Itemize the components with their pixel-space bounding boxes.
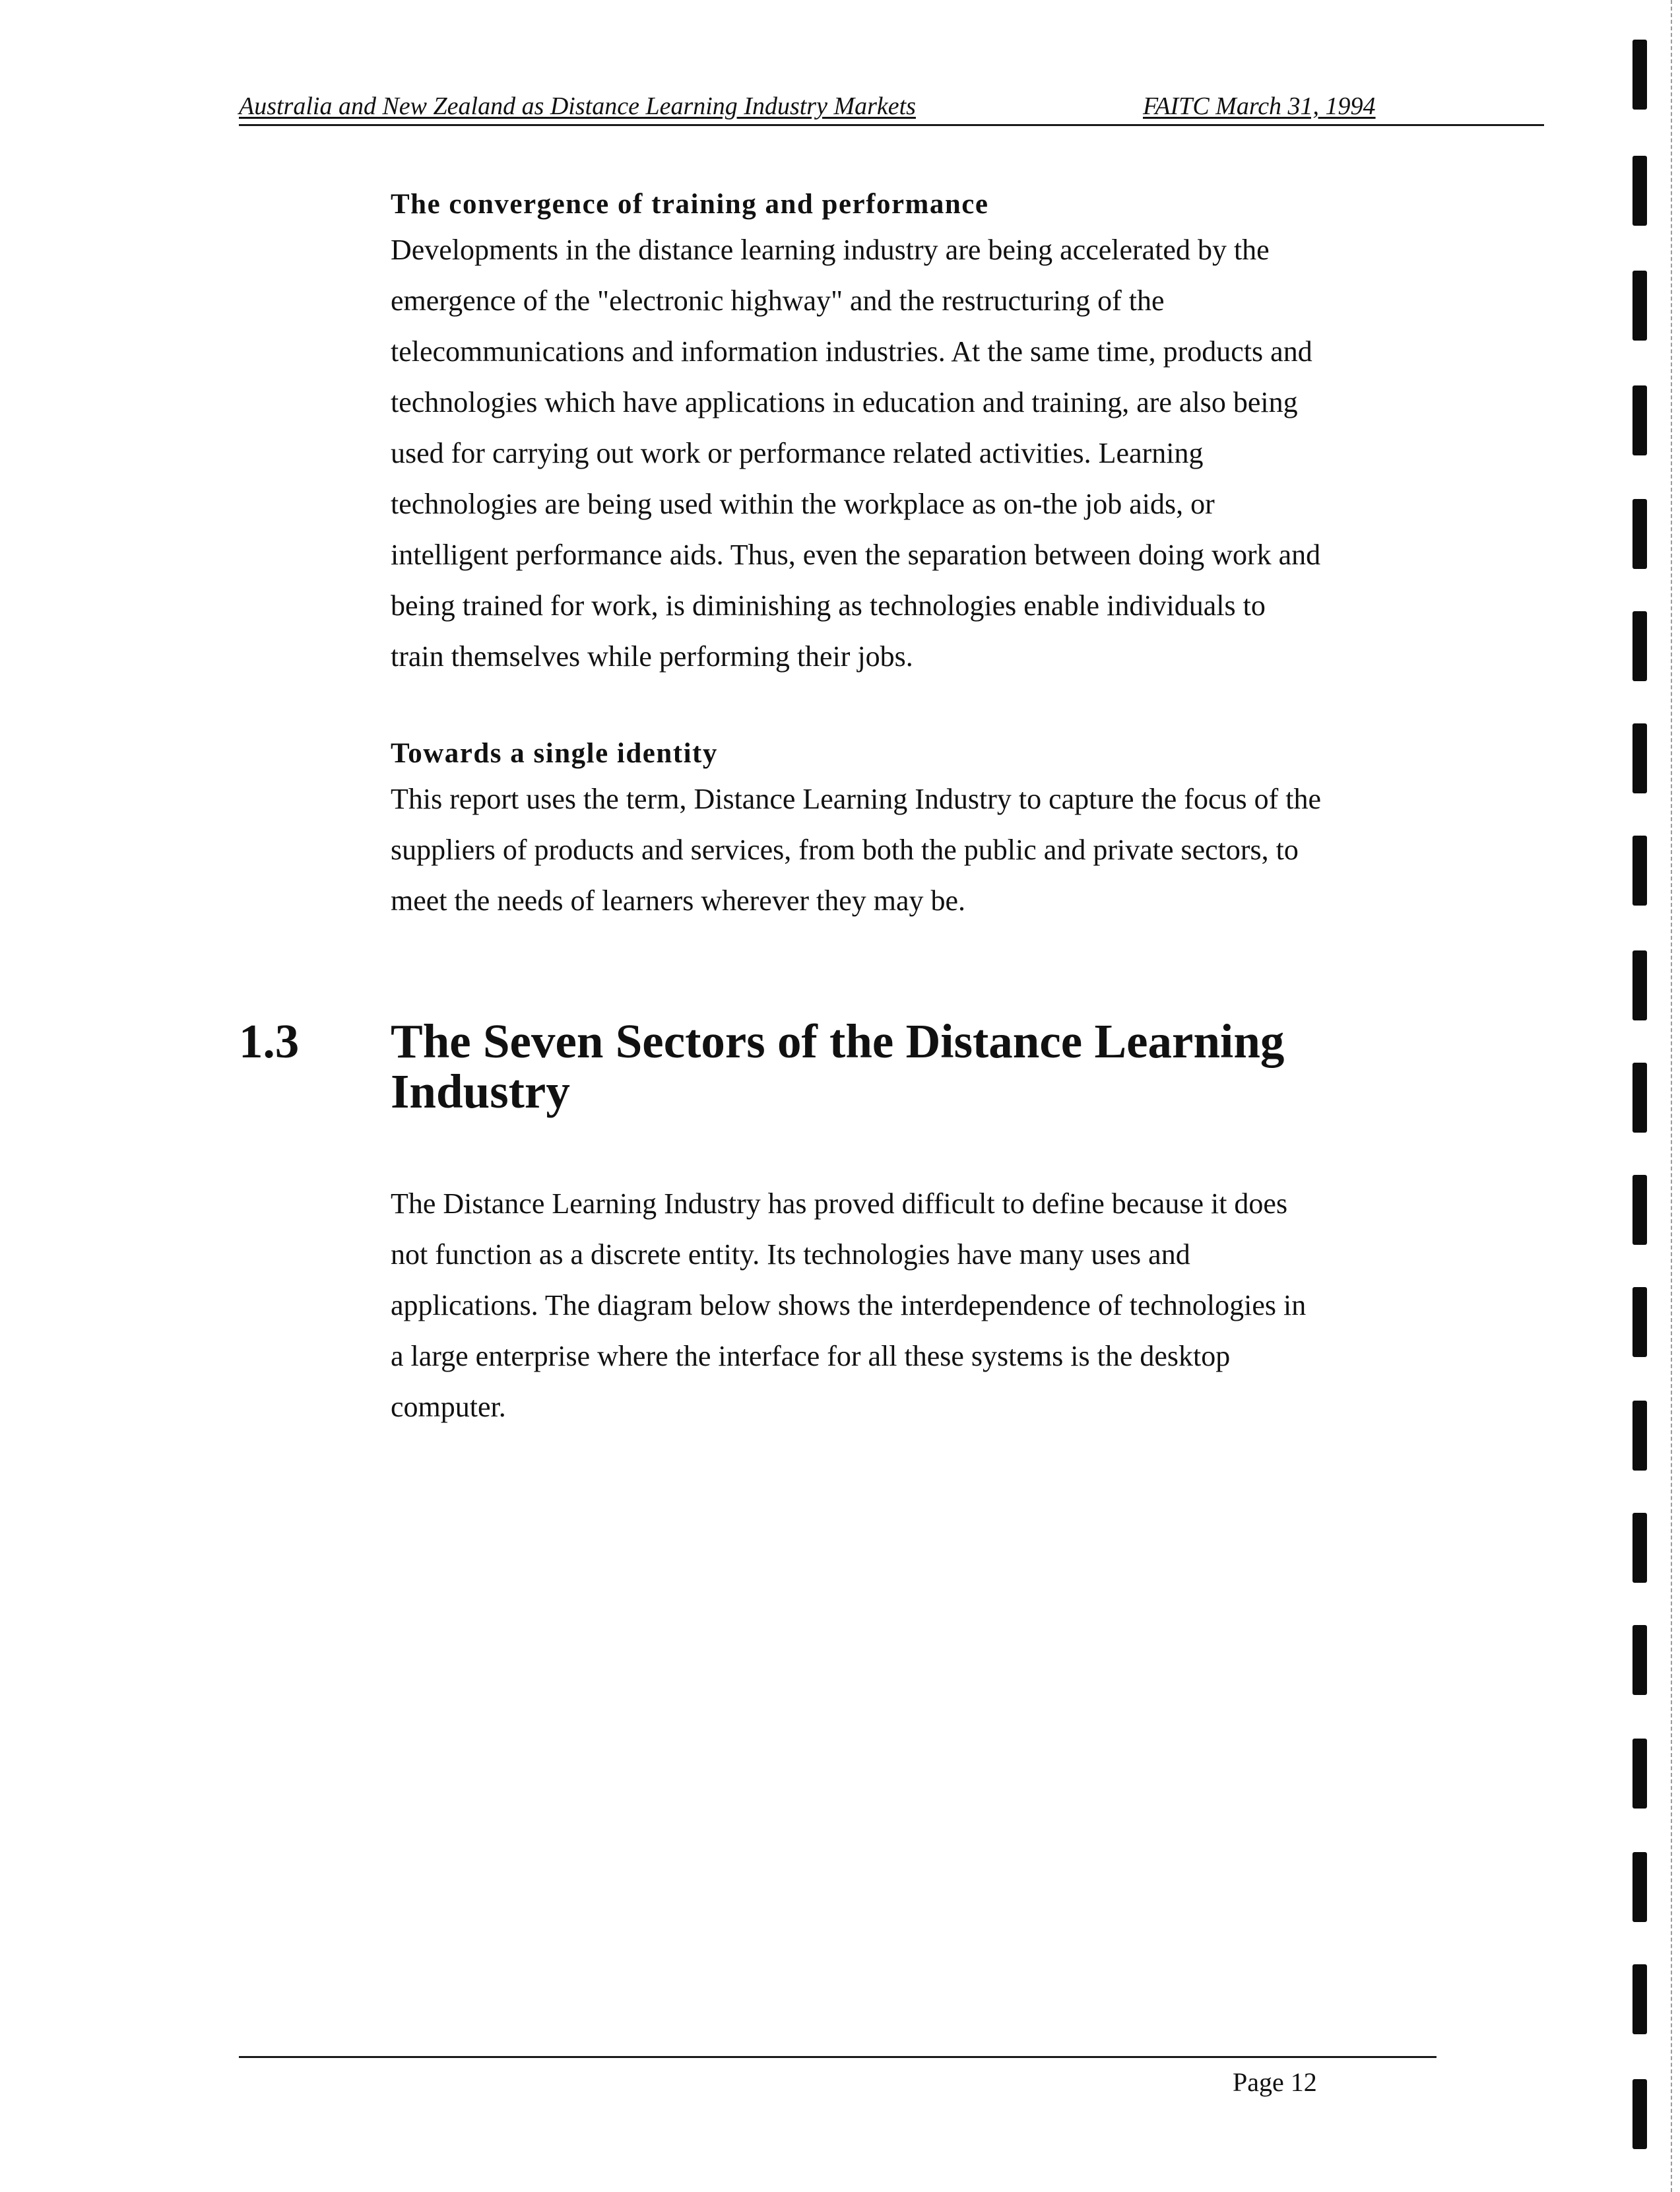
text-line: emergence of the "electronic highway" and the restructuring of the: [391, 284, 1165, 317]
text-line: a large enterprise where the interface for all these systems is the desktop: [391, 1340, 1231, 1372]
binding-hole: [1632, 271, 1647, 341]
text-line: applications. The diagram below shows the interdependence of technologies in: [391, 1289, 1307, 1321]
running-header: [239, 87, 1544, 126]
section-convergence: [391, 186, 1460, 682]
footer-rule: [239, 2056, 1437, 2058]
binding-hole: [1632, 1401, 1647, 1471]
text-line: suppliers of products and services, from both the public and private sectors, to: [391, 834, 1299, 866]
text-line: technologies which have applications in education and training, are also being: [391, 386, 1298, 418]
paragraph-intro: [391, 1178, 1460, 1432]
paragraph-convergence: [391, 224, 1460, 682]
chapter-number: 1.3: [239, 1014, 300, 1068]
text-line: technologies are being used within the workplace as on-the job aids, or: [391, 488, 1215, 520]
binding-hole: [1632, 499, 1647, 569]
section-identity: [391, 735, 1460, 926]
binding-hole: [1632, 836, 1647, 906]
binding-hole: [1632, 1063, 1647, 1133]
text-line: train themselves while performing their jobs.: [391, 640, 913, 673]
text-line: intelligent performance aids. Thus, even the separation between doing work and: [391, 539, 1321, 571]
text-line: This report uses the term, Distance Learning Industry to capture the focus of the: [391, 783, 1321, 815]
binding-hole: [1632, 1739, 1647, 1809]
binding-hole: [1632, 40, 1647, 110]
binding-hole: [1632, 1625, 1647, 1695]
text-line: used for carrying out work or performance related activities. Learning: [391, 437, 1204, 469]
binding-hole: [1632, 1175, 1647, 1245]
binding-holes: [1629, 0, 1655, 2192]
paragraph-identity: [391, 774, 1460, 926]
chapter-title-line: The Seven Sectors of the Distance Learning: [391, 1014, 1285, 1068]
chapter-title-line: Industry: [391, 1065, 570, 1118]
binding-hole: [1632, 611, 1647, 681]
text-line: not function as a discrete entity. Its technologies have many uses and: [391, 1238, 1190, 1271]
text-line: meet the needs of learners wherever they may be.: [391, 884, 966, 917]
binding-hole: [1632, 385, 1647, 455]
text-line: being trained for work, is diminishing as technologies enable individuals to: [391, 589, 1266, 622]
binding-hole: [1632, 1513, 1647, 1583]
text-line: Developments in the distance learning industry are being accelerated by the: [391, 234, 1270, 266]
section-intro: [391, 1178, 1460, 1432]
text-line: The Distance Learning Industry has proved difficult to define because it does: [391, 1187, 1288, 1220]
text-line: computer.: [391, 1391, 506, 1423]
page-number: Page 12: [1233, 2067, 1317, 2097]
header-date: FAITC March 31, 1994: [1143, 92, 1376, 120]
page-edge: [1671, 0, 1672, 2192]
header-title: Australia and New Zealand as Distance Learning Industry Markets: [239, 92, 916, 120]
text-line: telecommunications and information industries. At the same time, products and: [391, 335, 1312, 368]
binding-hole: [1632, 1852, 1647, 1922]
binding-hole: [1632, 723, 1647, 793]
binding-hole: [1632, 950, 1647, 1020]
binding-hole: [1632, 1287, 1647, 1357]
binding-hole: [1632, 2079, 1647, 2149]
subheading-convergence: The convergence of training and performance: [391, 189, 989, 220]
chapter-title: [391, 1016, 1460, 1117]
subheading-identity: Towards a single identity: [391, 738, 718, 769]
binding-hole: [1632, 1964, 1647, 2034]
binding-hole: [1632, 156, 1647, 226]
